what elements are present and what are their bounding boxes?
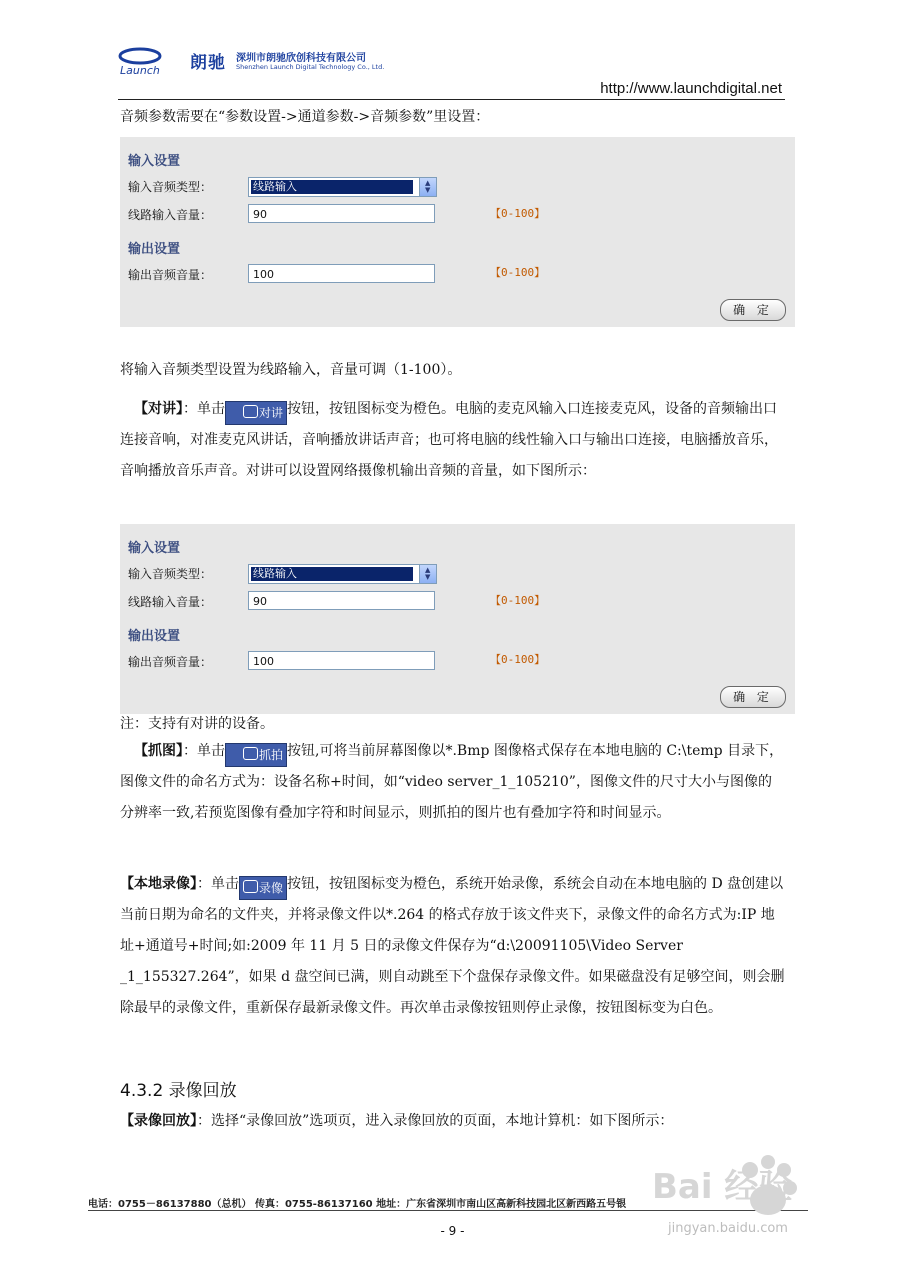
record-pre: ：单击 [197,876,239,892]
snap-paragraph [120,736,785,829]
page-number: - 9 - [440,1224,465,1238]
input-type-value: 线路输入 [251,180,413,194]
input-type-select[interactable] [248,564,437,584]
logo-chinese: 朗驰 [190,53,226,73]
dropdown-arrow-icon[interactable]: ▲ ▼ [419,565,436,583]
record-paragraph [120,869,785,1024]
output-volume-range: 【0-100】 [490,653,546,666]
record-button[interactable]: 录像 [239,876,287,900]
launch-logo-icon [118,46,190,76]
playback-body: ：选择“录像回放”选项页，进入录像回放的页面，本地计算机：如下图所示： [197,1113,674,1129]
output-volume-range: 【0-100】 [490,266,546,279]
camera-icon [243,747,258,760]
company-name-cn: 深圳市朗驰欣创科技有限公司 [236,53,366,64]
output-volume-input[interactable]: 100 [248,651,435,670]
output-settings-heading: 输出设置 [128,242,181,257]
line-volume-input[interactable]: 90 [248,591,435,610]
talk-audio-settings-panel [120,524,795,714]
output-settings-heading: 输出设置 [128,629,181,644]
header-divider [118,99,785,100]
talk-title: 【对讲】 [134,401,183,417]
company-name-en: Shenzhen Launch Digital Technology Co., Ltd. [236,63,385,71]
svg-text:Bai 经验: Bai 经验 [652,1167,793,1207]
dropdown-arrow-icon[interactable]: ▲ ▼ [419,178,436,196]
playback-title: 【录像回放】 [120,1113,197,1129]
ok-button[interactable]: 确 定 [720,299,786,321]
intro-text: 音频参数需要在“参数设置->通道参数->音频参数”里设置： [120,109,490,125]
input-type-label: 输入音频类型： [128,567,213,581]
record-icon [243,880,258,893]
svg-text:Launch: Launch [120,64,160,76]
line-volume-label: 线路输入音量： [128,208,213,222]
footer-contact: 电话：0755－86137880（总机） 传真：0755-86137160 地址：广东省深圳市南山区高新科技园北区新西路五号银 [88,1199,627,1210]
input-settings-heading: 输入设置 [128,541,181,556]
talk-button[interactable]: 对讲 [225,401,287,425]
talk-device-note: 注：支持有对讲的设备。 [120,716,274,732]
baidu-watermark-icon [650,1150,860,1260]
snap-title: 【抓图】 [134,743,183,759]
company-logo [118,46,385,76]
snap-button[interactable]: 抓拍 [225,743,287,767]
input-settings-heading: 输入设置 [128,154,181,169]
input-type-label: 输入音频类型： [128,180,213,194]
line-volume-range: 【0-100】 [490,207,546,220]
audio-settings-panel [120,137,795,327]
section-heading: 4.3.2 录像回放 [120,1081,237,1101]
output-volume-input[interactable]: 100 [248,264,435,283]
talk-paragraph [120,394,785,487]
talk-body: 按钮，按钮图标变为橙色。电脑的麦克风输入口连接麦克风，设备的音频输出口连接音响，对准麦克风讲话，音响播放讲话声音；也可将电脑的线性输入口与输出口连接，电脑播放音乐，音响播放音乐声音。对讲可以设置网络摄像机输出音频的音量，如下图所示： [120,401,778,479]
playback-paragraph [120,1106,785,1137]
snap-body: 按钮,可将当前屏幕图像以*.Bmp 图像格式保存在本地电脑的 C:\temp 目录下，图像文件的命名方式为：设备名称+时间，如“video server_1_105210”，图像文件的尺寸大小与图像的分辨率一致,若预览图像有叠加字符和时间显示，则抓拍的图片也有叠加字符和时间显示。 [120,743,784,821]
input-type-value: 线路输入 [251,567,413,581]
record-title: 【本地录像】 [120,876,197,892]
website-url[interactable]: http://www.launchdigital.net [600,80,782,97]
input-type-select[interactable] [248,177,437,197]
snap-pre: ：单击 [183,743,225,759]
output-volume-label: 输出音频音量： [128,268,213,282]
line-volume-label: 线路输入音量： [128,595,213,609]
output-volume-label: 输出音频音量： [128,655,213,669]
microphone-icon [243,405,258,418]
line-volume-range: 【0-100】 [490,594,546,607]
ok-button[interactable]: 确 定 [720,686,786,708]
watermark-url: jingyan.baidu.com [668,1221,788,1236]
line-volume-input[interactable]: 90 [248,204,435,223]
volume-note: 将输入音频类型设置为线路输入，音量可调（1-100）。 [120,362,462,378]
talk-pre: ：单击 [183,401,225,417]
record-body: 按钮，按钮图标变为橙色，系统开始录像，系统会自动在本地电脑的 D 盘创建以当前日期为命名的文件夹，并将录像文件以*.264 的格式存放于该文件夹下，录像文件的命名方式为:IP 地址+通道号+时间;如:2009 年 11 月 5 日的录像文件保存为“d:\20091105\Video Server _1_155327.264”，如果 d 盘空间已满，则自动跳至下个盘保存录像文件。如果磁盘没有足够空间，则会删除最早的录像文件，重新保存最新录像文件。再次单击录像按钮则停止录像，按钮图标变为白色。 [120,876,785,1016]
